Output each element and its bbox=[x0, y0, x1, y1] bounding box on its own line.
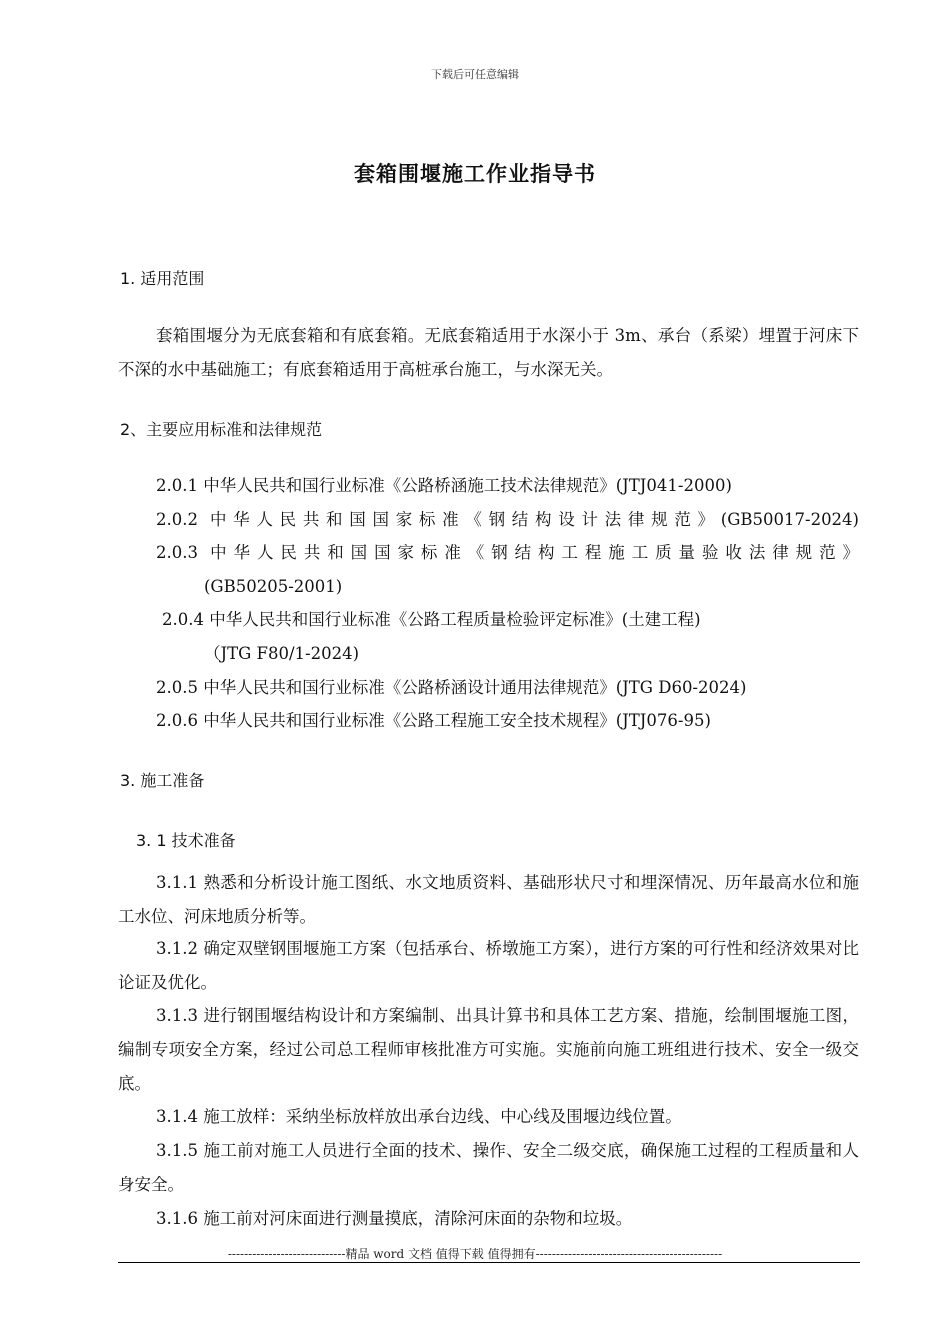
section-3-paragraph: 3.1.6 施工前对河床面进行测量摸底，清除河床面的杂物和垃圾。 bbox=[156, 1209, 633, 1228]
section-3-paragraph: 3.1.5 施工前对施工人员进行全面的技术、操作、安全二级交底，确保施工过程的工程质量和人身安全。 bbox=[118, 1141, 859, 1194]
standard-item-continuation: （JTG F80/1-2024) bbox=[204, 644, 360, 663]
standard-item: 2.0.5 中华人民共和国行业标准《公路桥涵设计通用法律规范》(JTG D60-2024) bbox=[156, 678, 747, 697]
standard-item-continuation: (GB50205-2001) bbox=[204, 577, 343, 596]
section-2-heading: 2、主要应用标准和法律规范 bbox=[120, 420, 323, 439]
section-3-paragraph: 3.1.2 确定双壁钢围堰施工方案（包括承台、桥墩施工方案），进行方案的可行性和经济效果对比论证及优化。 bbox=[118, 939, 859, 992]
document-title: 套箱围堰施工作业指导书 bbox=[354, 162, 596, 186]
standard-item: 2.0.6 中华人民共和国行业标准《公路工程施工安全技术规程》(JTJ076-95) bbox=[156, 711, 711, 730]
section-1-heading: 1. 适用范围 bbox=[120, 269, 205, 288]
section-3-paragraph: 3.1.1 熟悉和分析设计施工图纸、水文地质资料、基础形状尺寸和埋深情况、历年最高水位和施工水位、河床地质分析等。 bbox=[118, 873, 859, 926]
header-note: 下载后可任意编辑 bbox=[431, 68, 519, 81]
standard-item: 2.0.2 中华人民共和国国家标准《钢结构设计法律规范》(GB50017-2024) bbox=[156, 510, 859, 529]
standard-item: 2.0.3 中华人民共和国国家标准《钢结构工程施工质量验收法律规范》 bbox=[156, 543, 859, 562]
section-3-1-heading: 3. 1 技术准备 bbox=[136, 831, 236, 850]
standard-item: 2.0.4 中华人民共和国行业标准《公路工程质量检验评定标准》(土建工程) bbox=[162, 610, 701, 629]
section-3-paragraph: 3.1.3 进行钢围堰结构设计和方案编制、出具计算书和具体工艺方案、措施，绘制围堰施工图，编制专项安全方案，经过公司总工程师审核批准方可实施。实施前向施工班组进行技术、安全一级交底。 bbox=[118, 1006, 859, 1093]
footer-note: -----------------------------精品 word 文档 值得下载 值得拥有---------------------------------------------- bbox=[227, 1247, 723, 1261]
footer-divider bbox=[118, 1262, 860, 1263]
standard-item: 2.0.1 中华人民共和国行业标准《公路桥涵施工技术法律规范》(JTJ041-2000) bbox=[156, 476, 732, 495]
section-3-heading: 3. 施工准备 bbox=[120, 771, 205, 790]
section-1-paragraph: 套箱围堰分为无底套箱和有底套箱。无底套箱适用于水深小于 3m、承台（系梁）埋置于河床下不深的水中基础施工；有底套箱适用于高桩承台施工，与水深无关。 bbox=[118, 326, 859, 379]
section-3-paragraph: 3.1.4 施工放样：采纳坐标放样放出承台边线、中心线及围堰边线位置。 bbox=[156, 1107, 682, 1126]
